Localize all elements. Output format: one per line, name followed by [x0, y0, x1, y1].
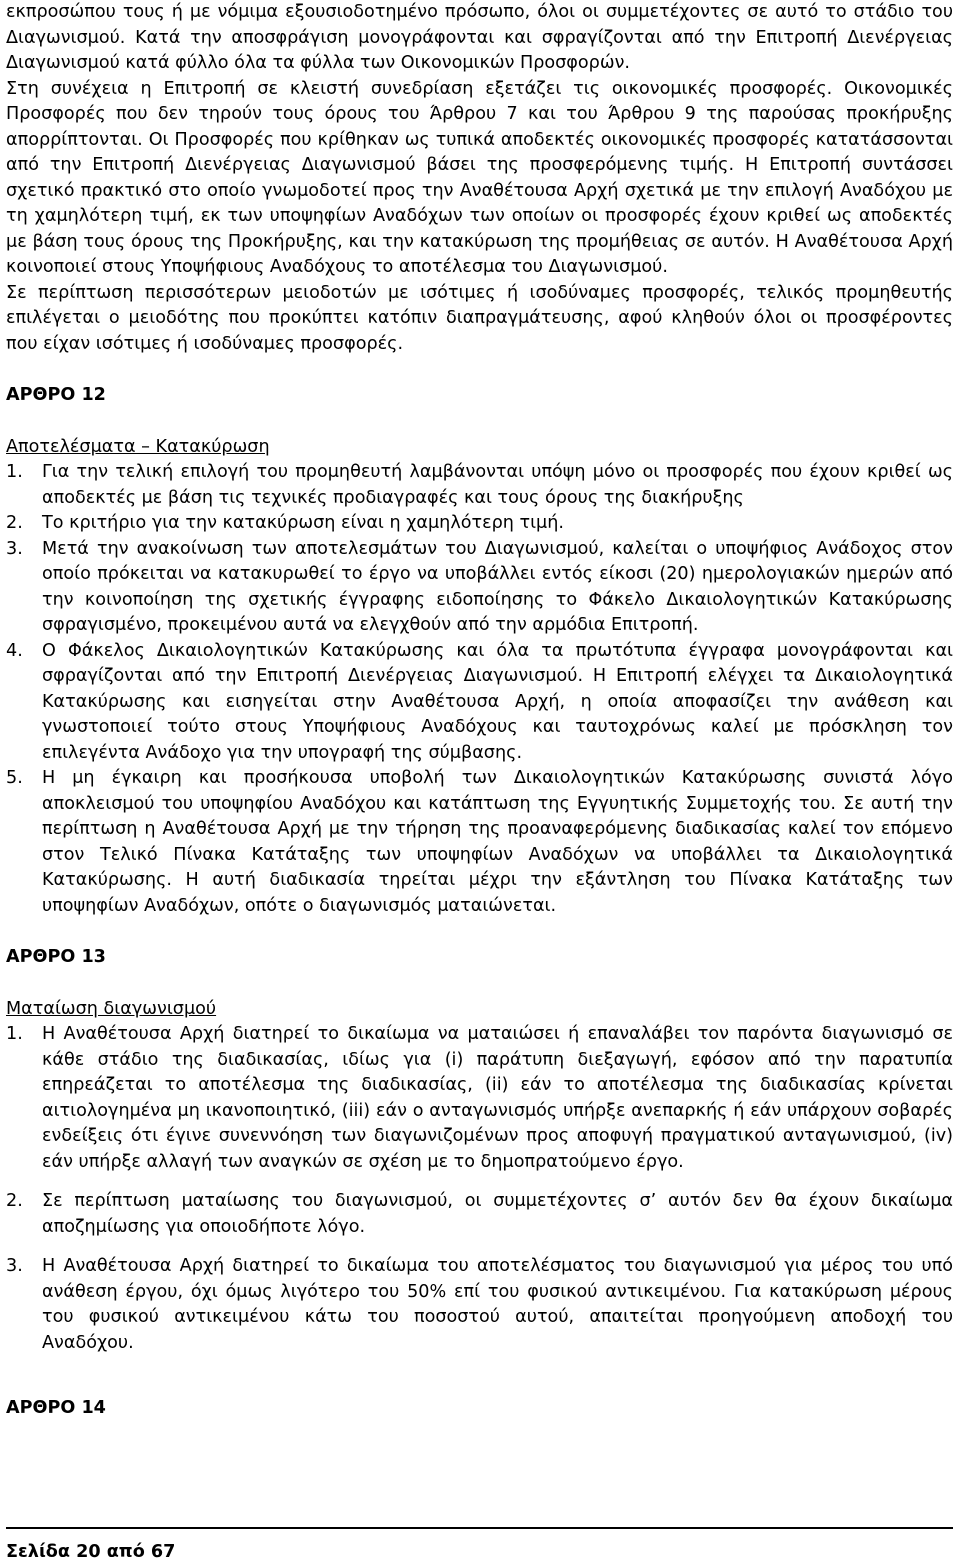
- document-page: [6, 0, 953, 1422]
- list-item-number: 3.: [6, 1256, 23, 1276]
- list-item-number: 4.: [6, 640, 23, 661]
- list-item-number: 2.: [6, 1191, 23, 1211]
- list-item-text: Το κριτήριο για την κατακύρωση είναι η χαμηλότερη τιμή.: [42, 513, 564, 533]
- spacer: [6, 409, 953, 435]
- list-item-number: 1.: [6, 462, 23, 482]
- intro-paragraph-1: εκπροσώπου τους ή με νόμιμα εξουσιοδοτημένο πρόσωπο, όλοι οι συμμετέχοντες σε αυτό το στάδιο του Διαγωνισμού. Κατά την αποσφράγιση μονογράφονται και σφραγίζονται από την Επιτροπή Διενέργειας Διαγωνισμού κατά φύλλο όλα τα φύλλα των Οικονομικών Προσφορών.: [6, 2, 953, 73]
- article-13-subheading: Ματαίωση διαγωνισμού: [6, 998, 217, 1019]
- spacer: [6, 1382, 953, 1396]
- list-item: [6, 511, 953, 537]
- list-item-text: Ο Φάκελος Δικαιολογητικών Κατακύρωσης και όλα τα πρωτότυπα έγγραφα μονογράφονται και σφραγίζονται από την Επιτροπή Διενέργειας Διαγωνισμού. Η Επιτροπή ελέγχει τα Δικαιολογητικά Κατακύρωσης και εισηγείται στην Αναθέτουσα Αρχή, η οποία αποφασίζει την ανάθεση και γνωστοποιεί τούτο στους Υποψήφιους Αναδόχους και ταυτοχρόνως καλεί με πρόσκληση τον επιλεγέντα Ανάδοχο για την υπογραφή της σύμβασης.: [42, 640, 953, 763]
- list-item-text: Σε περίπτωση ματαίωσης του διαγωνισμού, οι συμμετέχοντες σ’ αυτόν δεν θα έχουν δικαίωμα αποζημίωσης για οποιοδήποτε λόγο.: [42, 1191, 953, 1237]
- list-item: [6, 1189, 953, 1240]
- page-number: Σελίδα 20 από 67: [6, 1542, 176, 1562]
- list-item-text: Μετά την ανακοίνωση των αποτελεσμάτων του Διαγωνισμού, καλείται ο υποψήφιος Ανάδοχος στον οποίο πρόκειται να κατακυρωθεί το έργο να υποβάλλει εντός είκοσι (20) ημερολογιακών ημερών από την κοινοποίηση της σχετικής έγγραφης ειδοποίησης το Φάκελο Δικαιολογητικών Κατακύρωσης σφραγισμένο, προκειμένου αυτά να ελεγχθούν από την αρμόδια Επιτροπή.: [42, 538, 953, 635]
- list-item-text: Η Αναθέτουσα Αρχή διατηρεί το δικαίωμα του αποτελέσματος του διαγωνισμού για μέρος του υπό ανάθεση έργου, όχι όμως λιγότερο του 50% επί του φυσικού αντικειμένου. Για κατακύρωση μέρους του φυσικού αντικειμένου κάτω του ποσοστού αυτού, απαιτείται προηγούμενη αποδοχή του Αναδόχου.: [42, 1256, 953, 1353]
- spacer: [6, 357, 953, 383]
- article-14-heading: ΑΡΘΡΟ 14: [6, 1398, 106, 1418]
- list-item: [6, 460, 953, 511]
- list-item: [6, 639, 953, 767]
- list-item-number: 3.: [6, 538, 23, 559]
- list-item: [6, 537, 953, 639]
- article-12-subheading: Αποτελέσματα – Κατακύρωση: [6, 436, 270, 457]
- list-item: [6, 1022, 953, 1175]
- list-item: [6, 766, 953, 919]
- list-item-number: 1.: [6, 1024, 23, 1044]
- list-item-number: 2.: [6, 513, 23, 533]
- list-item-text: Η Αναθέτουσα Αρχή διατηρεί το δικαίωμα να ματαιώσει ή επαναλάβει τον παρόντα διαγωνισμό σε κάθε στάδιο της διαδικασίας, ιδίως για (i) παράτυπη διεξαγωγή, εφόσον από την παρατυπία επηρεάζεται το αποτέλεσμα της διαδικασίας, (ii) εάν το αποτέλεσμα της διαδικασίας κρίνεται αιτιολογημένα μη ικανοποιητικό, (iii) εάν ο ανταγωνισμός υπήρξε ανεπαρκής ή εάν υπάρχουν σοβαρές ενδείξεις ότι έγινε συνεννόηση των διαγωνιζομένων προς αποφυγή πραγματικού ανταγωνισμού, (iv) εάν υπήρξε αλλαγή των αναγκών σε σχέση με το δημοπρατούμενο έργο.: [42, 1024, 953, 1172]
- article-13-list: [6, 1022, 953, 1356]
- spacer: [6, 1356, 953, 1382]
- spacer: [6, 919, 953, 945]
- spacer: [6, 971, 953, 997]
- spacer: [6, 1240, 953, 1254]
- list-item: [6, 1254, 953, 1356]
- article-12-list: [6, 460, 953, 919]
- footer-divider: [6, 1527, 953, 1529]
- intro-paragraph-3: Σε περίπτωση περισσότερων μειοδοτών με ισότιμες ή ισοδύναμες προσφορές, τελικός προμηθευτής επιλέγεται ο μειοδότης που προκύπτει κατόπιν διαπραγμάτευσης, αφού κληθούν όλοι οι προσφέροντες που είχαν ισότιμες ή ισοδύναμες προσφορές.: [6, 282, 953, 354]
- list-item-number: 5.: [6, 768, 23, 788]
- article-13-heading: ΑΡΘΡΟ 13: [6, 947, 106, 967]
- intro-paragraph-2: Στη συνέχεια η Επιτροπή σε κλειστή συνεδρίαση εξετάζει τις οικονομικές προσφορές. Οικονομικές Προσφορές που δεν τηρούν τους όρους του Άρθρου 7 και του Άρθρου 9 της παρούσας προκήρυξης απορρίπτονται. Οι Προσφορές που κρίθηκαν ως τυπικά αποδεκτές οικονομικές προσφορές κατατάσσονται από την Επιτροπή Διενέργειας Διαγωνισμού βάσει της προσφερόμενης τιμής. Η Επιτροπή συντάσσει σχετικό πρακτικό στο οποίο γνωμοδοτεί προς την Αναθέτουσα Αρχή σχετικά με την επιλογή Αναδόχου με τη χαμηλότερη τιμή, εκ των υποψηφίων Αναδόχων των οποίων οι προσφορές έχουν κριθεί ως αποδεκτές με βάση τους όρους της Προκήρυξης, και την κατακύρωση της προμήθειας σε αυτόν. Η Αναθέτουσα Αρχή κοινοποιεί στους Υποψήφιους Αναδόχους το αποτέλεσμα του Διαγωνισμού.: [6, 78, 953, 277]
- article-12-heading: ΑΡΘΡΟ 12: [6, 385, 106, 405]
- list-item-text: Για την τελική επιλογή του προμηθευτή λαμβάνονται υπόψη μόνο οι προσφορές που έχουν κριθεί ως αποδεκτές με βάση τις τεχνικές προδιαγραφές και τους όρους της διακήρυξης: [42, 462, 953, 508]
- list-item-text: Η μη έγκαιρη και προσήκουσα υποβολή των Δικαιολογητικών Κατακύρωσης συνιστά λόγο αποκλεισμού του υποψηφίου Αναδόχου και κατάπτωση της Εγγυητικής Συμμετοχής του. Σε αυτή την περίπτωση η Αναθέτουσα Αρχή με την τήρηση της προαναφερόμενης διαδικασίας καλεί τον επόμενο στον Τελικό Πίνακα Κατάταξης των υποψηφίων Αναδόχων να υποβάλλει τα Δικαιολογητικά Κατακύρωσης. Η αυτή διαδικασία τηρείται μέχρι την εξάντληση του Πίνακα Κατάταξης των υποψηφίων Αναδόχων, οπότε ο διαγωνισμός ματαιώνεται.: [42, 768, 953, 916]
- spacer: [6, 1175, 953, 1189]
